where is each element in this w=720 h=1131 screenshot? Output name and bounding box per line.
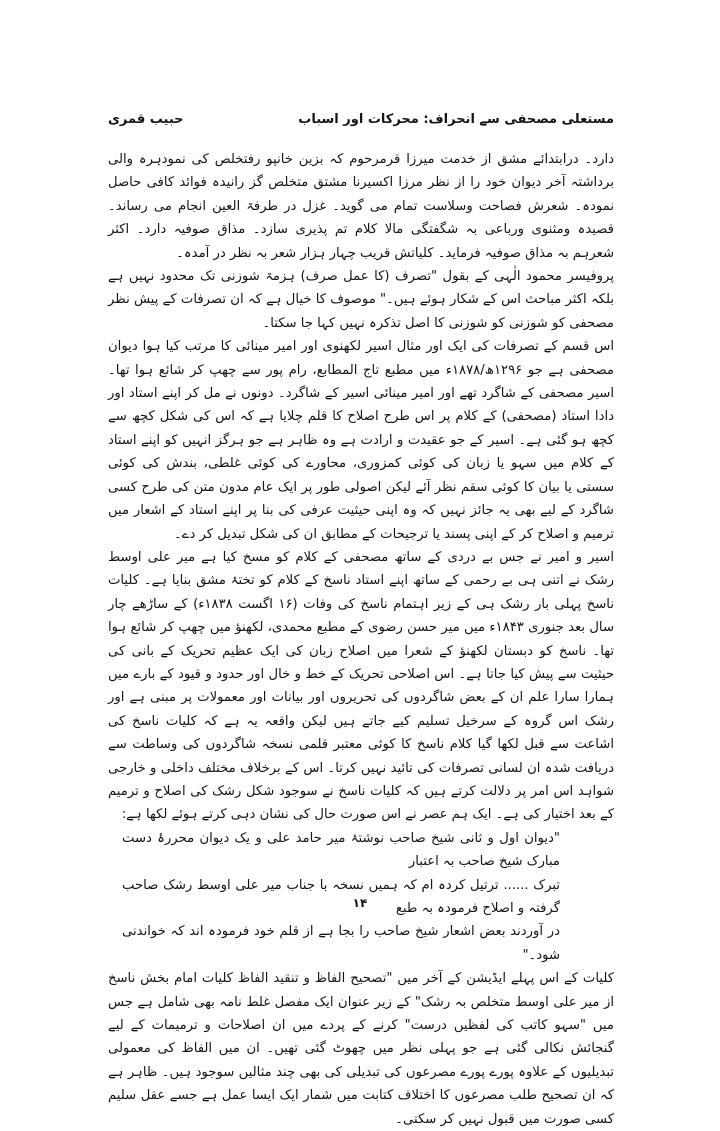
quote-line-1: "دیوان اول و ثانی شیخ صاحب نوشتۂ میر حامد علی و یک دیوان محررۂ دست مبارک شیخ صاحب بہ اعتبار: [122, 830, 560, 870]
running-header: [108, 112, 614, 134]
paragraph-2: پروفیسر محمود الٰہی کے بقول "تصرف (کا عمل صرف) ہزمۃ شوزنی تک محدود نہیں ہے بلکہ اکثر مباحث اس کے شکار ہوئے ہیں۔" موصوف کا خیال ہے کہ ان تصرفات کے پیش نظر مصحفی کو شوزنی کو شوزنی کا اصل تذکرہ نہیں کہا جا سکتا۔: [108, 269, 614, 331]
page-number: ۱۴: [352, 896, 368, 910]
quote-line-2: تبرک ...... ترتیل کردہ ام کہ ہمیں نسخہ با جناب میر علی اوسط رشک صاحب گرفتہ و اصلاح فرمودہ بہ طبع: [122, 877, 560, 916]
paragraph-1: دارد۔ درابتدائے مشق از خدمت میرزا قرمرحوم کہ بزین خانپو رفتخلص کی نمودہرہ والی برداشتہ آخر دیوان خود را از نظر مرزا اکسیرنا مشتق متخلص گز رانیدہ فوائد کافی حاصل نمودہ۔ شعرش فصاحت وسلاست تمام می گوید۔ غزل در طرفۃ العین انجام می رساند۔ قصیدہ ومثنوی ورباعی بہ شگفتگی مالا کلام تم پذیری سازد۔ مذاق صوفیہ دارد۔ اکثر شعرہم بہ مذاق صوفیہ فرماید۔ کلیاتش قریب چہار ہزار شعر بہ نظر در آمدہ۔: [108, 152, 614, 261]
paragraph-4: اسیر و امیر نے جس بے دردی کے ساتھ مصحفی کے کلام کو مسخ کیا ہے میر علی اوسط رشک نے اتنی ہی بے رحمی کے ساتھ اپنے استاد ناسخ کے کلام کو تختۂ مشق بنایا ہے۔ کلیات ناسخ پہلی بار رشک ہی کے زیر اہتمام ناسخ کی وفات (۱۶ اگست ۱۸۳۸ء) کے ساڑھے چار سال بعد جنوری ۱۸۴۳ء میں میر حسن رضوی کے مطبع محمدی، لکھنؤ میں چھپ کر شائع ہوا تھا۔ ناسخ کو دبستان لکھنؤ کے شعرا میں اصلاح زبان کی ایک عظیم تحریک کے بانی کی حیثیت سے پیش کیا جاتا ہے۔ اس اصلاحی تحریک کے خط و خال اور حدود و قیود کے بارے میں ہمارا سارا علم ان کے بعض شاگردوں کی تحریروں اور بیانات اور معمولات پر مبنی ہے اور رشک اس گروہ کے سرخیل تسلیم کیے جاتے ہیں لیکن واقعہ یہ ہے کہ کلیات ناسخ کی اشاعت سے قبل لکھا گیا کلام ناسخ کا کوئی معتبر قلمی نسخہ شاگردوں کی وساطت سے دریافت شدہ ان لسانی تصرفات کی تائید نہیں کرتا۔ اس کے برخلاف مختلف داخلی و خارجی شواہد اس امر پر دلالت کرتے ہیں کہ کلیات ناسخ نے سوجود شکل رشک کی اصلاح و ترمیم کے بعد اختیار کی ہے۔ ایک ہم عصر نے اس صورت حال کی نشان دہی کرتے ہوئے لکھا ہے:: [108, 549, 614, 823]
closing-paragraph: کلیات کے اس پہلے ایڈیشن کے آخر میں "تصحیح الفاظ و تنقید الفاظ کلیات امام بخش ناسخ از میر علی اوسط متخلص بہ رشک" کے زیر عنوان ایک مفصل غلط نامہ بھی شامل ہے جس میں "سہو کاتب کی لفظیں درست" کرنے کے پردے میں ان اصلاحات و ترمیمات کے لیے گنجائش نکالی گئی ہے جو پہلی نظر میں چھوٹ گئی تھیں۔ ان میں الفاظ کی معمولی تبدیلیوں کے علاوہ پورے پورے مصرعوں کی تبدیلی کی بھی چند مثالیں سوجود ہیں۔ ظاہر ہے کہ ان تصحیح طلب مصرعوں کا اختلاف کتابت میں شمار ایک ایسا عمل ہے جسے عقل سلیم کسی صورت میں قبول نہیں کر سکتی۔: [108, 971, 614, 1127]
header-title: مستعلی مصحفی سے انحراف: محرکات اور اسباب: [298, 112, 614, 127]
quote-line-3: در آوردند بعض اشعار شیخ صاحب را بجا ہے از قلم خود فرمودہ اند کہ خواندنی شود۔": [122, 924, 560, 963]
header-author: حبیب قمری: [108, 112, 184, 127]
body-text: [108, 148, 614, 1131]
paragraph-3: اس قسم کے تصرفات کی ایک اور مثال اسیر لکھنوی اور امیر مینائی کا مرتب کیا ہوا دیوان مصحفی ہے جو ۱۲۹۶ھ/۱۸۷۸ء میں مطبع تاج المطابع، رام پور سے چھپ کر شائع ہوا تھا۔ اسیر مصحفی کے شاگرد تھے اور امیر مینائی اسیر کے شاگرد۔ دونوں نے مل کر اپنے استاد اور دادا استاد (مصحفی) کے کلام پر اس طرح اصلاح کا قلم چلایا ہے کہ اس کی شکل کچھ سے کچھ ہو گئی ہے۔ اسیر کے جو عقیدت و ارادت ہے وہ ظاہر ہے جو ہرگز انہیں کو اپنے استاد کے کلام میں سہو یا زبان کی کوئی کمزوری، محاورے کی کوئی غلطی، بندش کی کوئی سستی یا بیان کا کوئی سقم نظر آئے لیکن اصولی طور پر ایک عام مدون متن کی طرح کسی شاگرد کے لیے بھی یہ جائز نہیں کہ وہ اپنی حیثیت عرفی کی بنا پر اپنے استاد کے اشعار میں ترمیم و اصلاح کر کے اپنی پسند یا ترجیحات کے مطابق ان کی شکل تبدیل کر دے۔: [108, 339, 614, 542]
